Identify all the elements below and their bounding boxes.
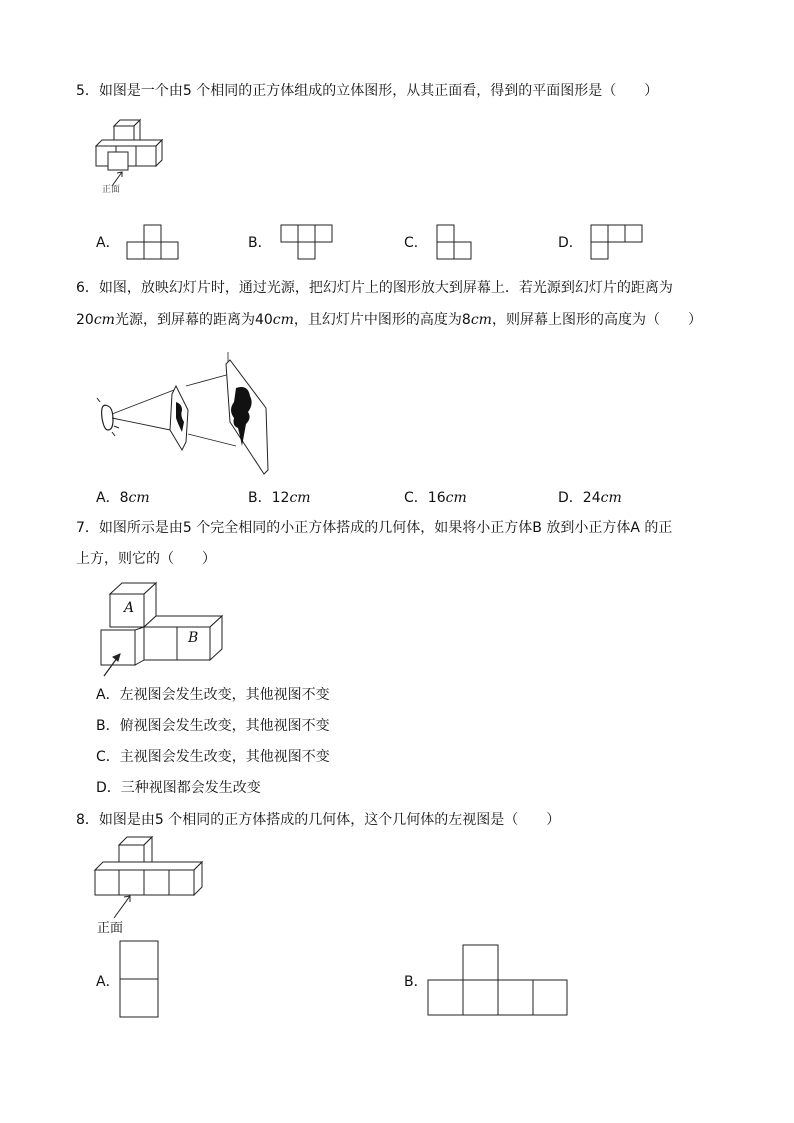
q6-option-a-value: 8 (119, 490, 129, 506)
q7-label-a: A (124, 600, 135, 616)
q6-projector-figure (96, 350, 272, 474)
q6-text-seg-d: ，且幻灯片中图形的高度为 (293, 312, 462, 328)
q6-option-c-unit: cm (445, 490, 467, 506)
q6-text-seg-f: ，则屏幕上图形的高度为（ ） (491, 312, 702, 328)
q6-option-c-label: C． (404, 490, 428, 506)
q8-option-b-label[interactable]: B． (404, 974, 428, 990)
q8-option-a-figure[interactable] (119, 940, 161, 1020)
q5-option-d-label[interactable]: D． (558, 235, 583, 251)
q5-question-text: 5．如图是一个由5 个相同的正方体组成的立体图形，从其正面看，得到的平面图形是（ ） (76, 83, 659, 99)
q5-option-b-figure[interactable] (280, 224, 334, 260)
q6-option-b-unit: cm (289, 490, 311, 506)
q6-option-a[interactable] (96, 488, 150, 508)
q6-text-seg-b: 光源，到屏幕的距离为 (114, 312, 255, 328)
q6-option-b-value: 12 (271, 490, 290, 506)
q5-front-label: 正面 (102, 185, 121, 195)
q6-option-a-unit: cm (128, 490, 150, 506)
q5-option-b-label[interactable]: B． (248, 235, 272, 251)
q6-option-d-label: D． (558, 490, 583, 506)
q8-question-text: 8．如图是由5 个相同的正方体搭成的几何体，这个几何体的左视图是（ ） (76, 812, 561, 828)
q7-option-a[interactable]: A．左视图会发生改变，其他视图不变 (96, 687, 330, 703)
q6-unit-cm-2: cm (272, 312, 294, 328)
q6-question-line2 (76, 310, 702, 330)
q6-unit-cm-3: cm (470, 312, 492, 328)
q6-height-value: 8 (461, 312, 471, 328)
q7-option-b[interactable]: B．俯视图会发生改变，其他视图不变 (96, 718, 330, 734)
q5-option-c-figure[interactable] (436, 224, 476, 260)
q6-option-d[interactable] (558, 488, 622, 508)
q7-question-line1: 7．如图所示是由5 个完全相同的小正方体搭成的几何体，如果将小正方体B 放到小正方体A 的正 (76, 520, 673, 536)
q7-question-line2: 上方，则它的（ ） (76, 551, 216, 567)
q5-option-c-label[interactable]: C． (404, 235, 428, 251)
q6-option-d-value: 24 (582, 490, 601, 506)
q5-option-d-figure[interactable] (590, 224, 646, 260)
q6-light-source-icon (102, 405, 113, 430)
q7-front-arrow (102, 648, 128, 678)
q8-cube-figure (94, 836, 206, 898)
q7-label-b: B (188, 630, 199, 646)
q6-option-b-label: B． (248, 490, 272, 506)
q7-option-d[interactable]: D．三种视图都会发生改变 (96, 780, 261, 796)
q5-option-a-label[interactable]: A． (96, 235, 120, 251)
q5-cube-figure (94, 118, 164, 170)
q6-question-line1: 6．如图，放映幻灯片时，通过光源，把幻灯片上的图形放大到屏幕上．若光源到幻灯片的距离为 (76, 280, 673, 296)
q5-option-a-figure[interactable] (126, 224, 180, 260)
q6-dist1-value: 20 (76, 312, 94, 328)
q6-unit-cm-1: cm (93, 312, 115, 328)
q8-front-arrow (112, 892, 136, 920)
q6-option-c-value: 16 (427, 490, 446, 506)
q8-option-b-figure[interactable] (427, 944, 569, 1018)
q6-option-a-label: A． (96, 490, 120, 506)
q8-front-label: 正面 (97, 921, 124, 936)
q6-option-c[interactable] (404, 488, 467, 508)
q6-option-d-unit: cm (600, 490, 622, 506)
q8-option-a-label[interactable]: A． (96, 974, 120, 990)
q6-dist2-value: 40 (254, 312, 273, 328)
q7-option-c[interactable]: C．主视图会发生改变，其他视图不变 (96, 749, 330, 765)
q6-option-b[interactable] (248, 488, 311, 508)
